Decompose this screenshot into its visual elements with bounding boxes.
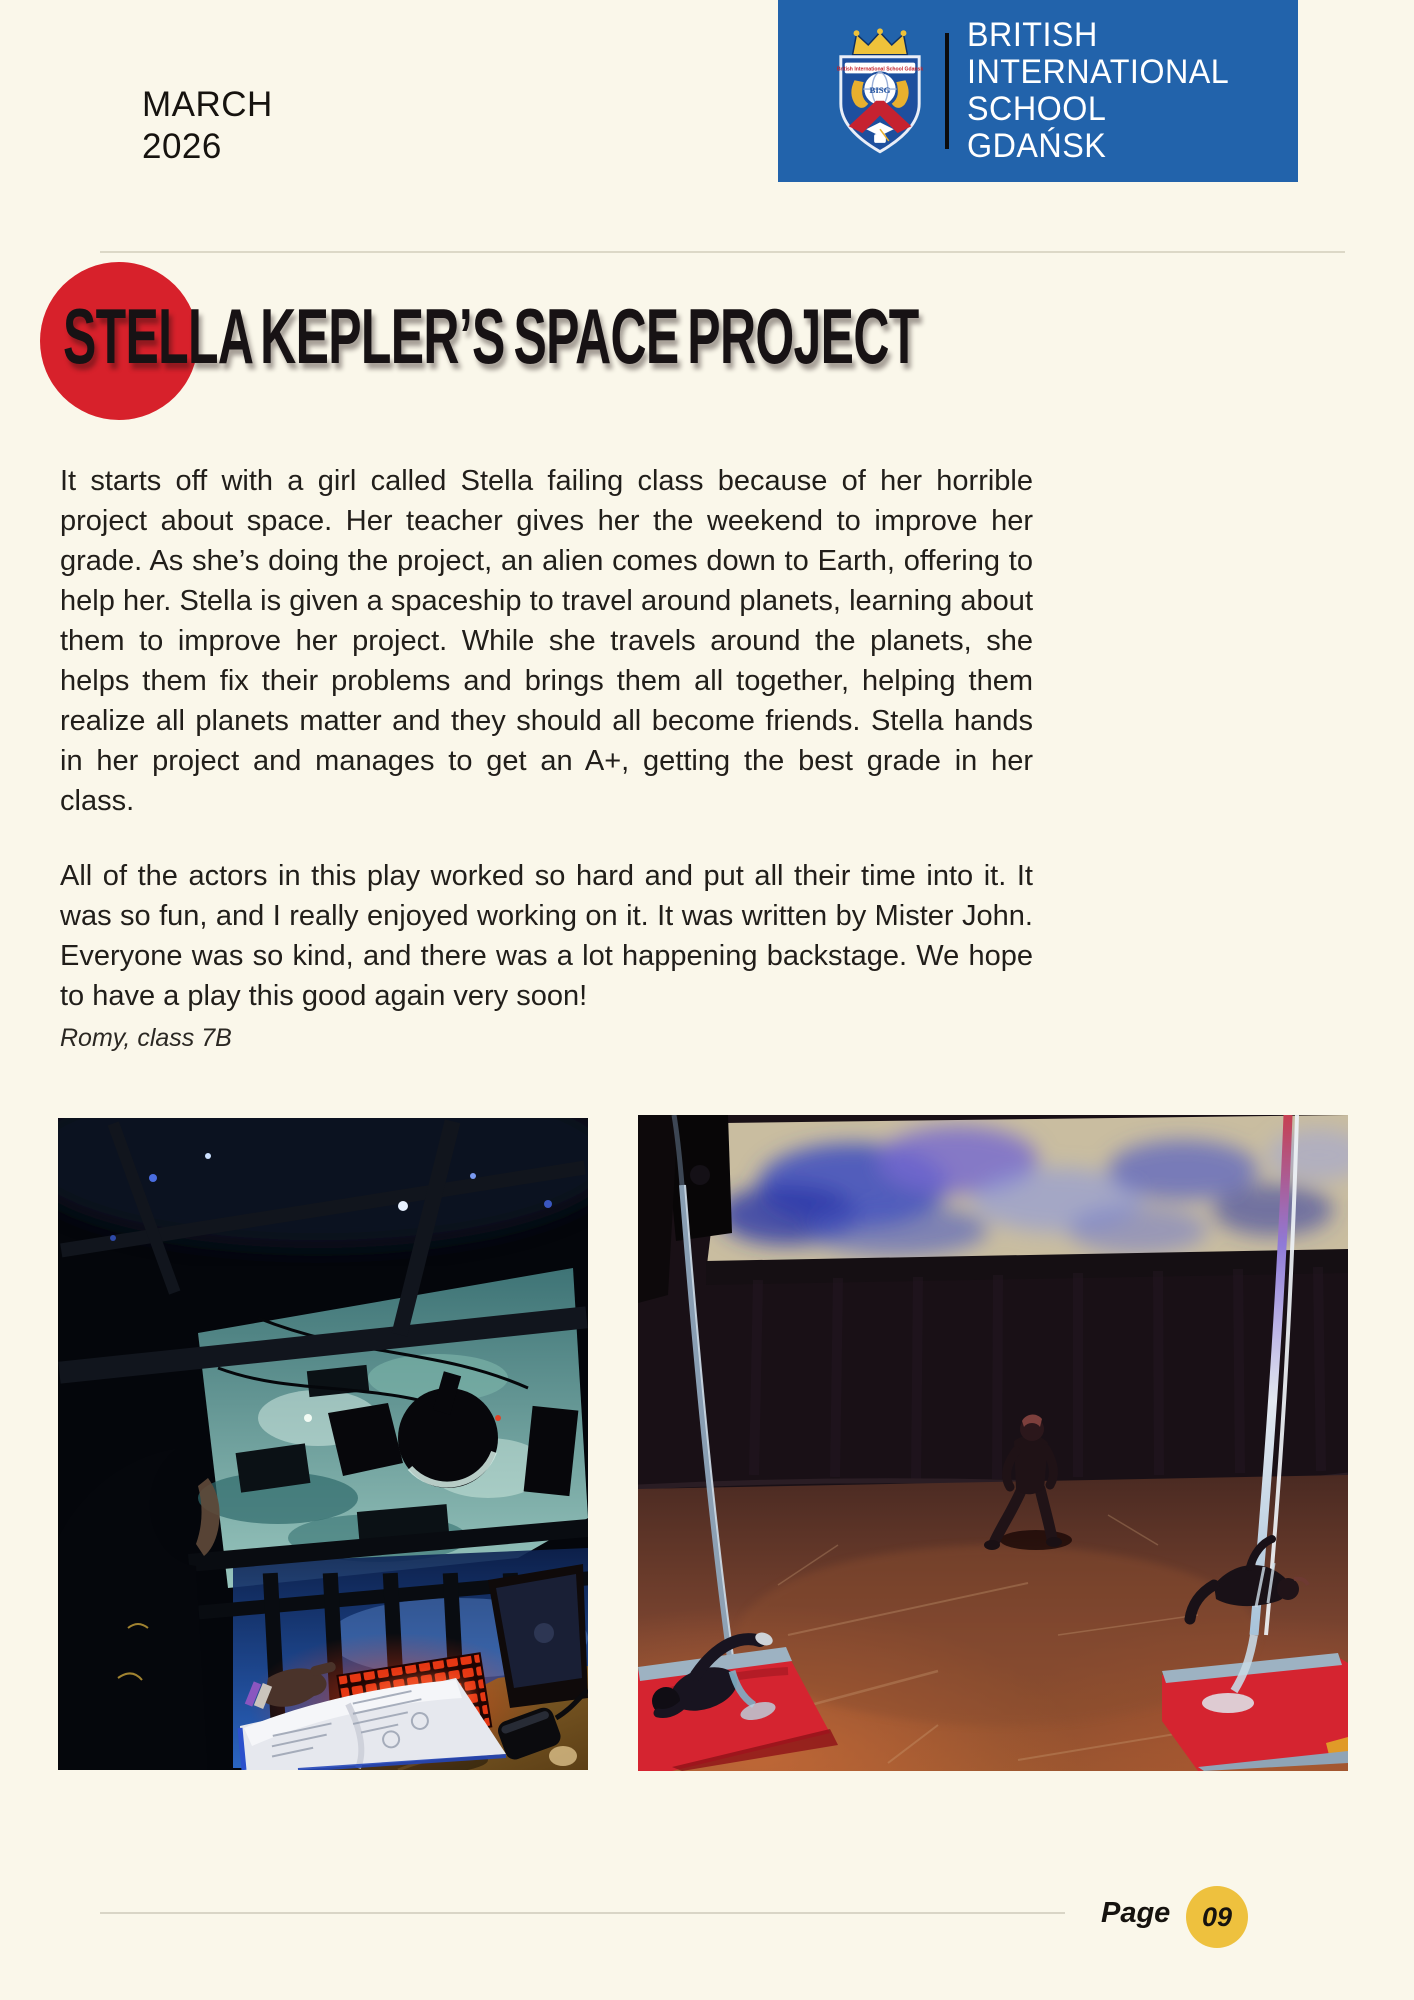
footer-page-number-badge xyxy=(1186,1886,1248,1948)
crest-monogram: BISG xyxy=(869,84,891,95)
issue-date xyxy=(142,84,273,168)
crest-ribbon-text: British International School Gdansk xyxy=(836,66,924,73)
article-byline: Romy, class 7B xyxy=(60,1024,232,1052)
school-name xyxy=(967,17,1229,165)
school-banner xyxy=(778,0,1298,182)
school-name-line: GDAŃSK xyxy=(966,127,1107,165)
banner-divider xyxy=(945,33,949,149)
header-rule xyxy=(100,251,1345,253)
school-crest-icon xyxy=(833,27,927,155)
school-name-line: SCHOOL xyxy=(966,90,1107,128)
footer-page-label: Page xyxy=(1101,1897,1171,1929)
article-title: STELLA KEPLER’S SPACE PROJECT xyxy=(63,292,919,380)
footer-rule xyxy=(100,1912,1065,1914)
school-name-line: BRITISH xyxy=(966,16,1098,54)
article-paragraph-2: All of the actors in this play worked so hard and put all their time into it. It was so fun, and I really enjoyed working on it. It was written by Mister John. Everyone was so kind, and there was a lot happening backstage. We hope to have a play this good again very soon! xyxy=(60,860,1033,1012)
stage-photo xyxy=(638,1115,1348,1771)
school-name-line: INTERNATIONAL xyxy=(966,53,1230,91)
footer-page-number: 09 xyxy=(1201,1901,1233,1932)
article-paragraph-1: It starts off with a girl called Stella failing class because of her horrible project about space. Her teacher gives her the weekend to improve her grade. As she’s doing the project, an alien comes down to Earth, offering to help her. Stella is given a spaceship to travel around planets, learning about them to improve her project. While she travels around the planets, she helps them fix their problems and brings them all together, helping them realize all planets matter and they should all become friends. Stella hands in her project and manages to get an A+, getting the best grade in her class. xyxy=(60,465,1033,817)
backstage-photo xyxy=(58,1118,588,1770)
issue-month: MARCH xyxy=(142,85,273,124)
issue-year: 2026 xyxy=(142,127,222,166)
